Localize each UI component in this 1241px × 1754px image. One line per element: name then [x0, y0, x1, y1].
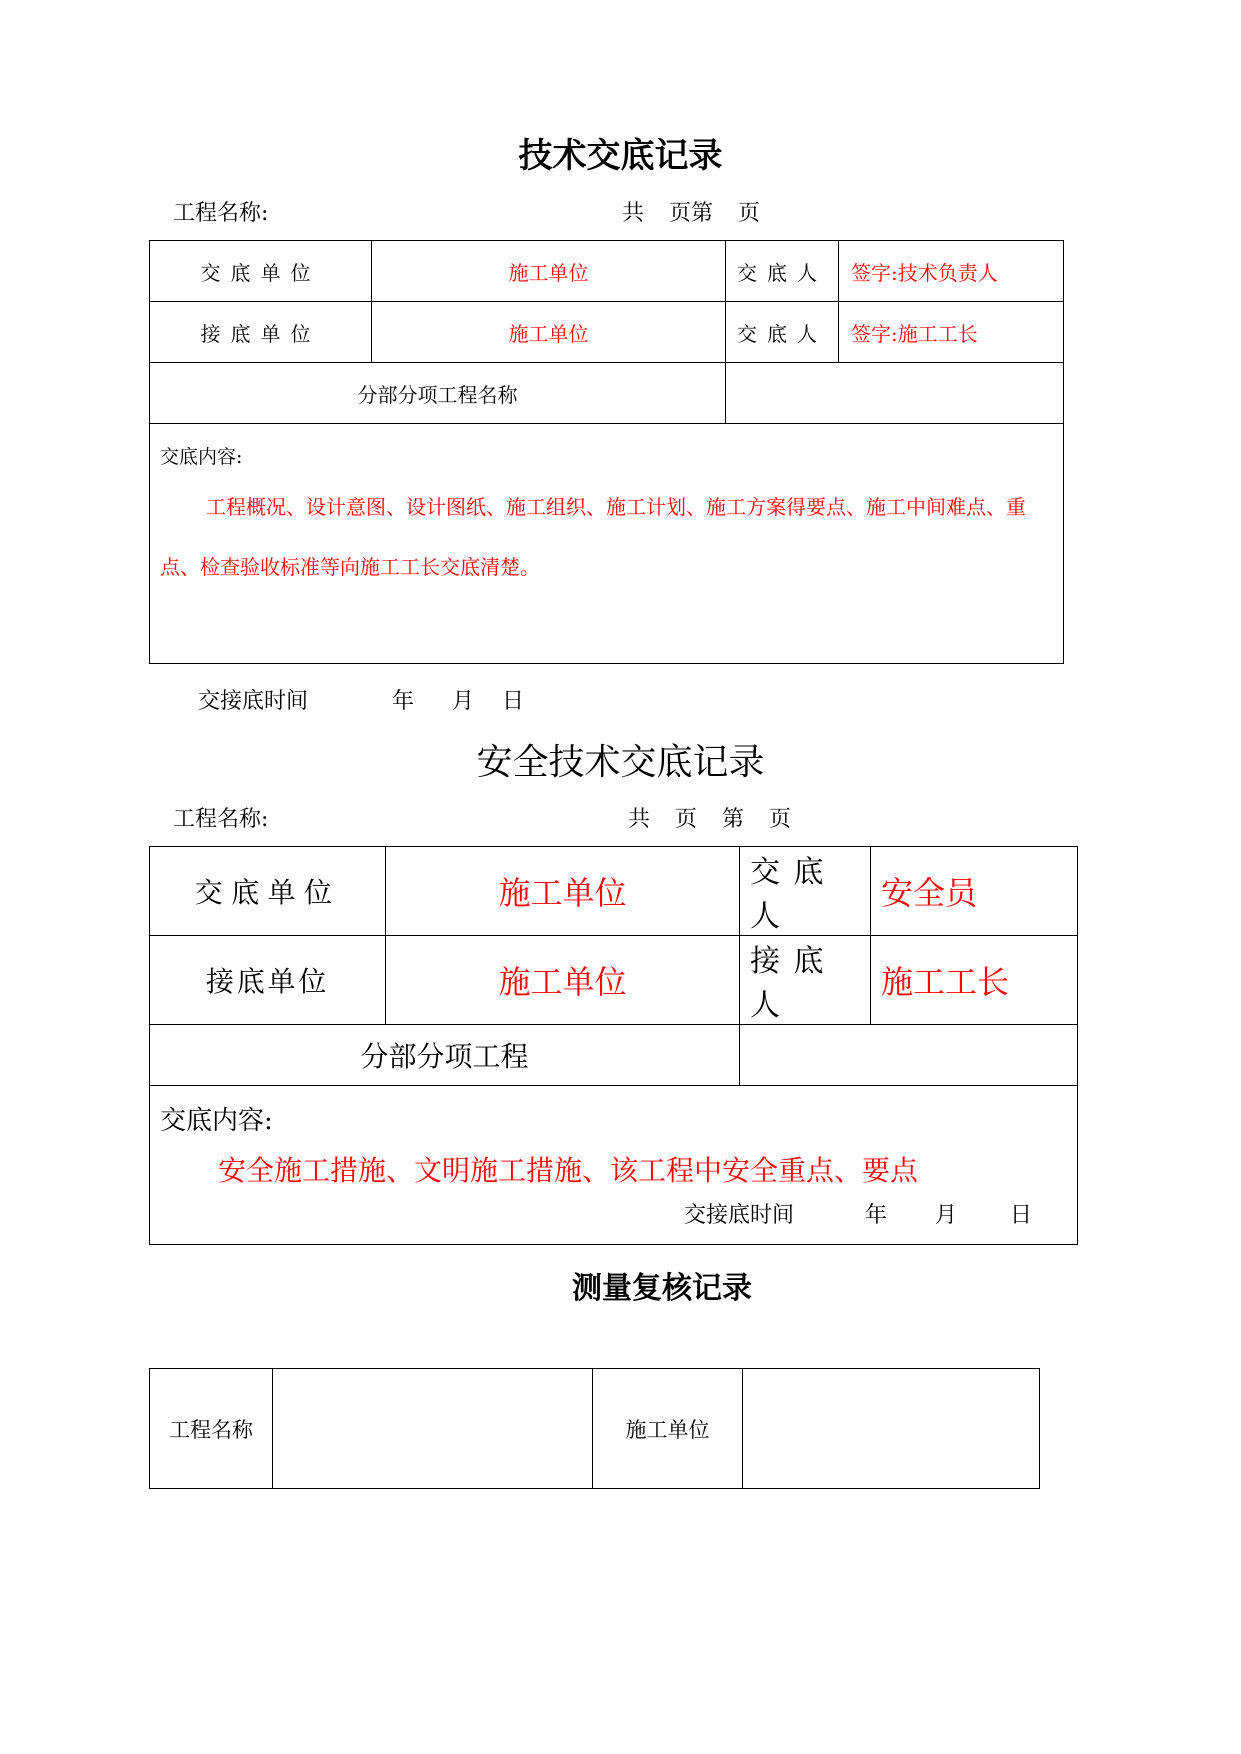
doc1-content-label: 交底内容:	[160, 446, 243, 468]
doc1-date-year: 年	[392, 689, 415, 714]
doc1-content-text: 工程概况、设计意图、设计图纸、施工组织、施工计划、施工方案得要点、施工中间难点、重点、检查验收标准等向施工工长交底清楚。	[160, 495, 1026, 579]
doc1-row2-label: 接底单位	[150, 302, 372, 363]
doc2-row3-label: 分部分项工程	[150, 1025, 740, 1086]
doc1-date-day: 日	[502, 689, 525, 714]
doc2-row3-value	[740, 1025, 1078, 1086]
doc2-table	[149, 846, 1078, 1245]
doc2-content-label: 交底内容:	[160, 1106, 273, 1136]
doc2-row1-label: 交底单位	[150, 847, 386, 936]
doc1-pages-label: 共 页第 页	[622, 201, 760, 226]
doc3-project-label: 工程名称	[150, 1369, 273, 1489]
doc2-row2-person-label: 接底人	[740, 936, 871, 1025]
doc1-row1-person-label: 交底人	[726, 241, 839, 302]
doc3-project-value	[273, 1369, 593, 1489]
doc1-row1-label: 交底单位	[150, 241, 372, 302]
doc1-row3-value	[726, 363, 1064, 424]
doc2-date-day: 日	[1010, 1203, 1033, 1228]
doc2-row1-person-label: 交底人	[740, 847, 871, 936]
doc2-project-label: 工程名称:	[173, 807, 269, 832]
doc2-row2-value: 施工单位	[386, 936, 740, 1025]
doc1-project-label: 工程名称:	[173, 201, 269, 226]
doc1-row1-person-value: 签字:技术负责人	[839, 241, 1064, 302]
doc2-row1-person-value: 安全员	[871, 847, 1078, 936]
doc2-date-row	[684, 1198, 1033, 1229]
doc2-row2-label: 接底单位	[150, 936, 386, 1025]
doc1-date-month: 月	[452, 689, 475, 714]
doc1-row2-person-label: 交底人	[726, 302, 839, 363]
doc2-content-cell	[150, 1086, 1078, 1245]
doc3-unit-value	[743, 1369, 1040, 1489]
doc1-title: 技术交底记录	[518, 136, 723, 176]
doc2-title: 安全技术交底记录	[476, 742, 765, 783]
doc2-row2-person-value: 施工工长	[871, 936, 1078, 1025]
doc1-content-cell	[150, 424, 1064, 664]
doc3-table	[149, 1368, 1040, 1489]
doc1-row2-value: 施工单位	[372, 302, 726, 363]
doc1-date-label: 交接底时间	[198, 689, 309, 714]
doc1-row1-value: 施工单位	[372, 241, 726, 302]
doc3-unit-label: 施工单位	[593, 1369, 743, 1489]
doc2-content-text: 安全施工措施、文明施工措施、该工程中安全重点、要点	[218, 1154, 919, 1187]
doc1-row3-label: 分部分项工程名称	[150, 363, 726, 424]
doc1-row2-person-value: 签字:施工工长	[839, 302, 1064, 363]
doc2-date-label: 交接底时间	[684, 1203, 795, 1228]
doc3-title: 测量复核记录	[572, 1271, 752, 1306]
doc2-date-month: 月	[935, 1203, 958, 1228]
doc2-pages-label: 共 页 第 页	[628, 807, 791, 832]
doc1-table	[149, 240, 1064, 664]
doc2-row1-value: 施工单位	[386, 847, 740, 936]
doc2-date-year: 年	[865, 1203, 888, 1228]
